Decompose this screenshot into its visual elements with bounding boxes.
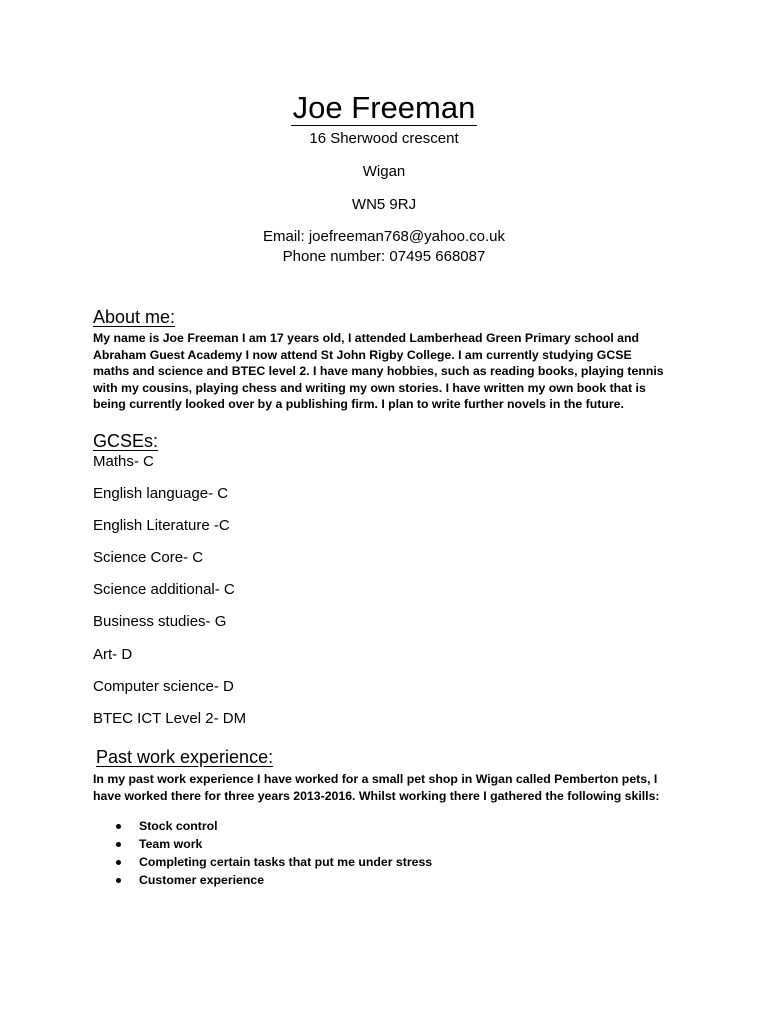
work-experience-text: In my past work experience I have worked for a small pet shop in Wigan called Pemberton pets, I have worked there for three years 2013-2016. Whilst working there I gathered the following skills: [93, 772, 660, 803]
skill-label: Customer experience [139, 873, 265, 887]
gcse-grade: BTEC ICT Level 2- DM [93, 710, 247, 727]
list-item [93, 817, 432, 835]
gcses-heading: GCSEs: [93, 431, 159, 451]
skill-label: Team work [139, 837, 203, 851]
about-me-heading: About me: [93, 307, 176, 327]
cv-name: Joe Freeman [292, 90, 476, 125]
list-item [93, 853, 432, 871]
postcode: WN5 9RJ [351, 196, 417, 213]
gcse-grade: Science Core- C [93, 549, 204, 566]
gcse-grade: Computer science- D [93, 678, 234, 695]
skill-label: Completing certain tasks that put me under stress [139, 855, 433, 869]
list-item [93, 835, 432, 853]
bullet-icon [116, 878, 121, 883]
gcse-grade: English Literature -C [93, 517, 230, 534]
bullet-icon [116, 860, 121, 865]
gcse-grade: English language- C [93, 485, 229, 502]
work-experience-heading: Past work experience: [96, 747, 274, 767]
bullet-icon [116, 824, 121, 829]
skill-label: Stock control [139, 819, 218, 833]
cv-name-heading [0, 88, 768, 128]
bullet-icon [116, 842, 121, 847]
phone-number: Phone number: 07495 668087 [282, 248, 486, 265]
gcse-grade: Maths- C [93, 453, 154, 470]
about-me-text: My name is Joe Freeman I am 17 years old, I attended Lamberhead Green Primary school and Abraham Guest Academy I now attend St John Rigby College. I am currently studying GCSE maths and science and BTEC level 2. I have many hobbies, such as reading books, playing tennis with my cousins, playing chess and writing my own stories. I have written my own book that is being currently looked over by a publishing firm. I plan to write further novels in the future. [93, 331, 664, 411]
skills-list [93, 817, 432, 889]
list-item [93, 871, 432, 889]
email: Email: joefreeman768@yahoo.co.uk [262, 228, 506, 245]
address-line-1: 16 Sherwood crescent [309, 130, 459, 147]
gcse-grade: Art- D [93, 646, 133, 663]
gcse-grade: Business studies- G [93, 613, 227, 630]
gcse-grade: Science additional- C [93, 581, 235, 598]
address-line-2: Wigan [362, 163, 406, 180]
